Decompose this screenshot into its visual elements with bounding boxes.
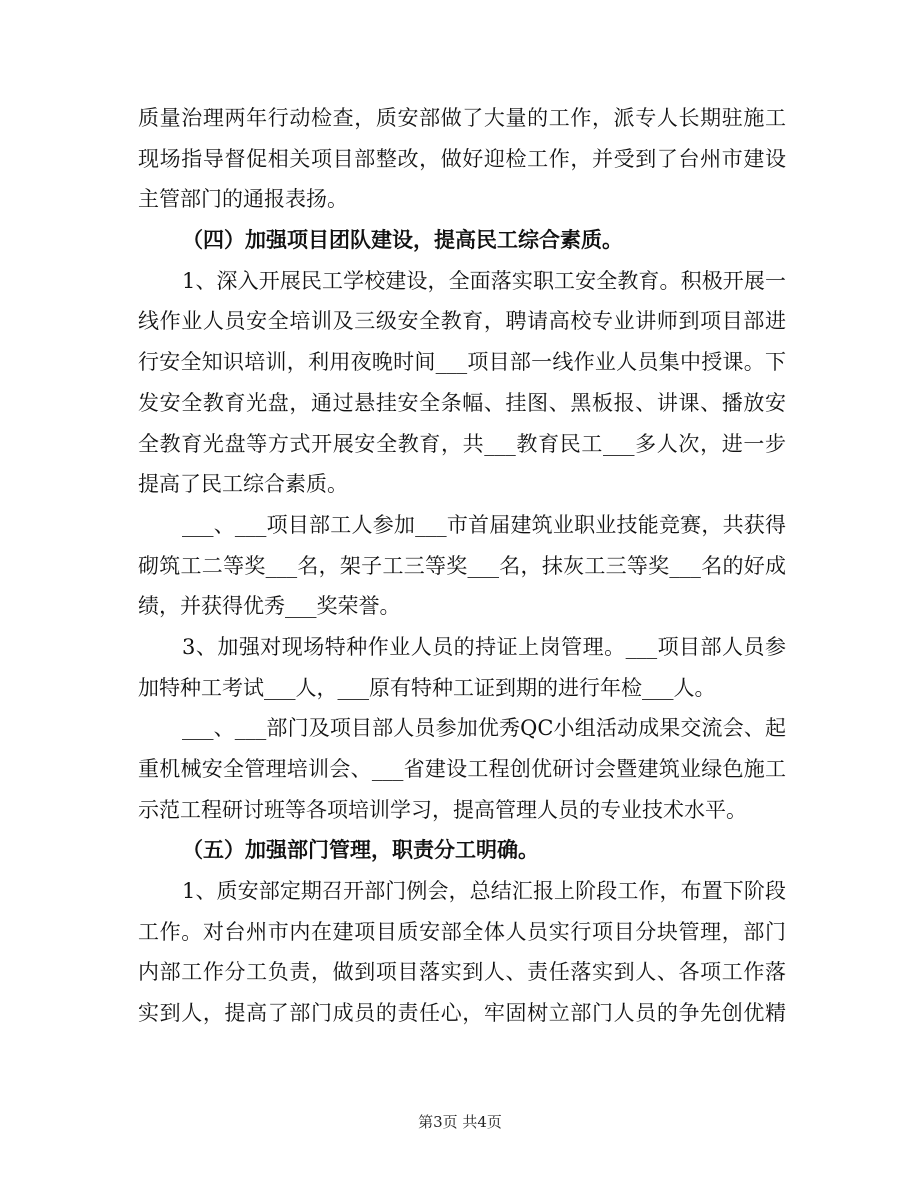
- paragraph-line: 主管部门的通报表扬。: [138, 187, 348, 212]
- paragraph-line: 线作业人员安全培训及三级安全教育，聘请高校专业讲师到项目部进: [138, 309, 786, 334]
- paragraph-line: 重机械安全管理培训会、___省建设工程创优研讨会暨建筑业绿色施工: [138, 757, 786, 781]
- paragraph-line: 绩，并获得优秀___奖荣誉。: [138, 594, 401, 619]
- paragraph-line: 现场指导督促相关项目部整改，做好迎检工作，并受到了台州市建设: [138, 146, 786, 171]
- paragraph-line: ___、___部门及项目部人员参加优秀QC小组活动成果交流会、起: [182, 716, 786, 741]
- paragraph-line: 质量治理两年行动检查，质安部做了大量的工作，派专人长期驻施工: [138, 106, 786, 130]
- paragraph-line: 内部工作分工负责，做到项目落实到人、责任落实到人、各项工作落: [138, 960, 786, 985]
- paragraph-line: 加特种工考试___人，___原有特种工证到期的进行年检___人。: [138, 675, 716, 700]
- page-footer: [0, 1112, 920, 1132]
- paragraph-line: 3、加强对现场特种作业人员的持证上岗管理。___项目部人员参: [182, 634, 786, 659]
- paragraph-line: ___、___项目部工人参加___市首届建筑业职业技能竞赛，共获得: [182, 512, 786, 537]
- paragraph-line: 砌筑工二等奖___名，架子工三等奖___名，抹灰工三等奖___名的好成: [138, 553, 786, 578]
- paragraph-line: 示范工程研讨班等各项培训学习，提高管理人员的专业技术水平。: [138, 797, 747, 822]
- paragraph-line: 工作。对台州市内在建项目质安部全体人员实行项目分块管理，部门: [138, 919, 786, 944]
- document-body: [138, 98, 786, 1034]
- section-heading: （四）加强项目团队建设，提高民工综合素质。: [182, 227, 623, 253]
- paragraph-line: 发安全教育光盘，通过悬挂安全条幅、挂图、黑板报、讲课、播放安: [138, 390, 786, 415]
- paragraph-line: 提高了民工综合素质。: [138, 472, 348, 497]
- paragraph-line: 行安全知识培训，利用夜晚时间___项目部一线作业人员集中授课。下: [138, 350, 786, 375]
- paragraph-line: 实到人，提高了部门成员的责任心，牢固树立部门人员的争先创优精: [138, 1001, 786, 1026]
- paragraph-line: 全教育光盘等方式开展安全教育，共___教育民工___多人次，进一步: [138, 431, 786, 456]
- page-number-label: 第3页 共4页: [418, 1113, 502, 1131]
- section-heading: （五）加强部门管理，职责分工明确。: [182, 837, 539, 863]
- paragraph-line: 1、深入开展民工学校建设，全面落实职工安全教育。积极开展一: [182, 268, 786, 293]
- paragraph-line: 1、质安部定期召开部门例会，总结汇报上阶段工作，布置下阶段: [182, 879, 786, 904]
